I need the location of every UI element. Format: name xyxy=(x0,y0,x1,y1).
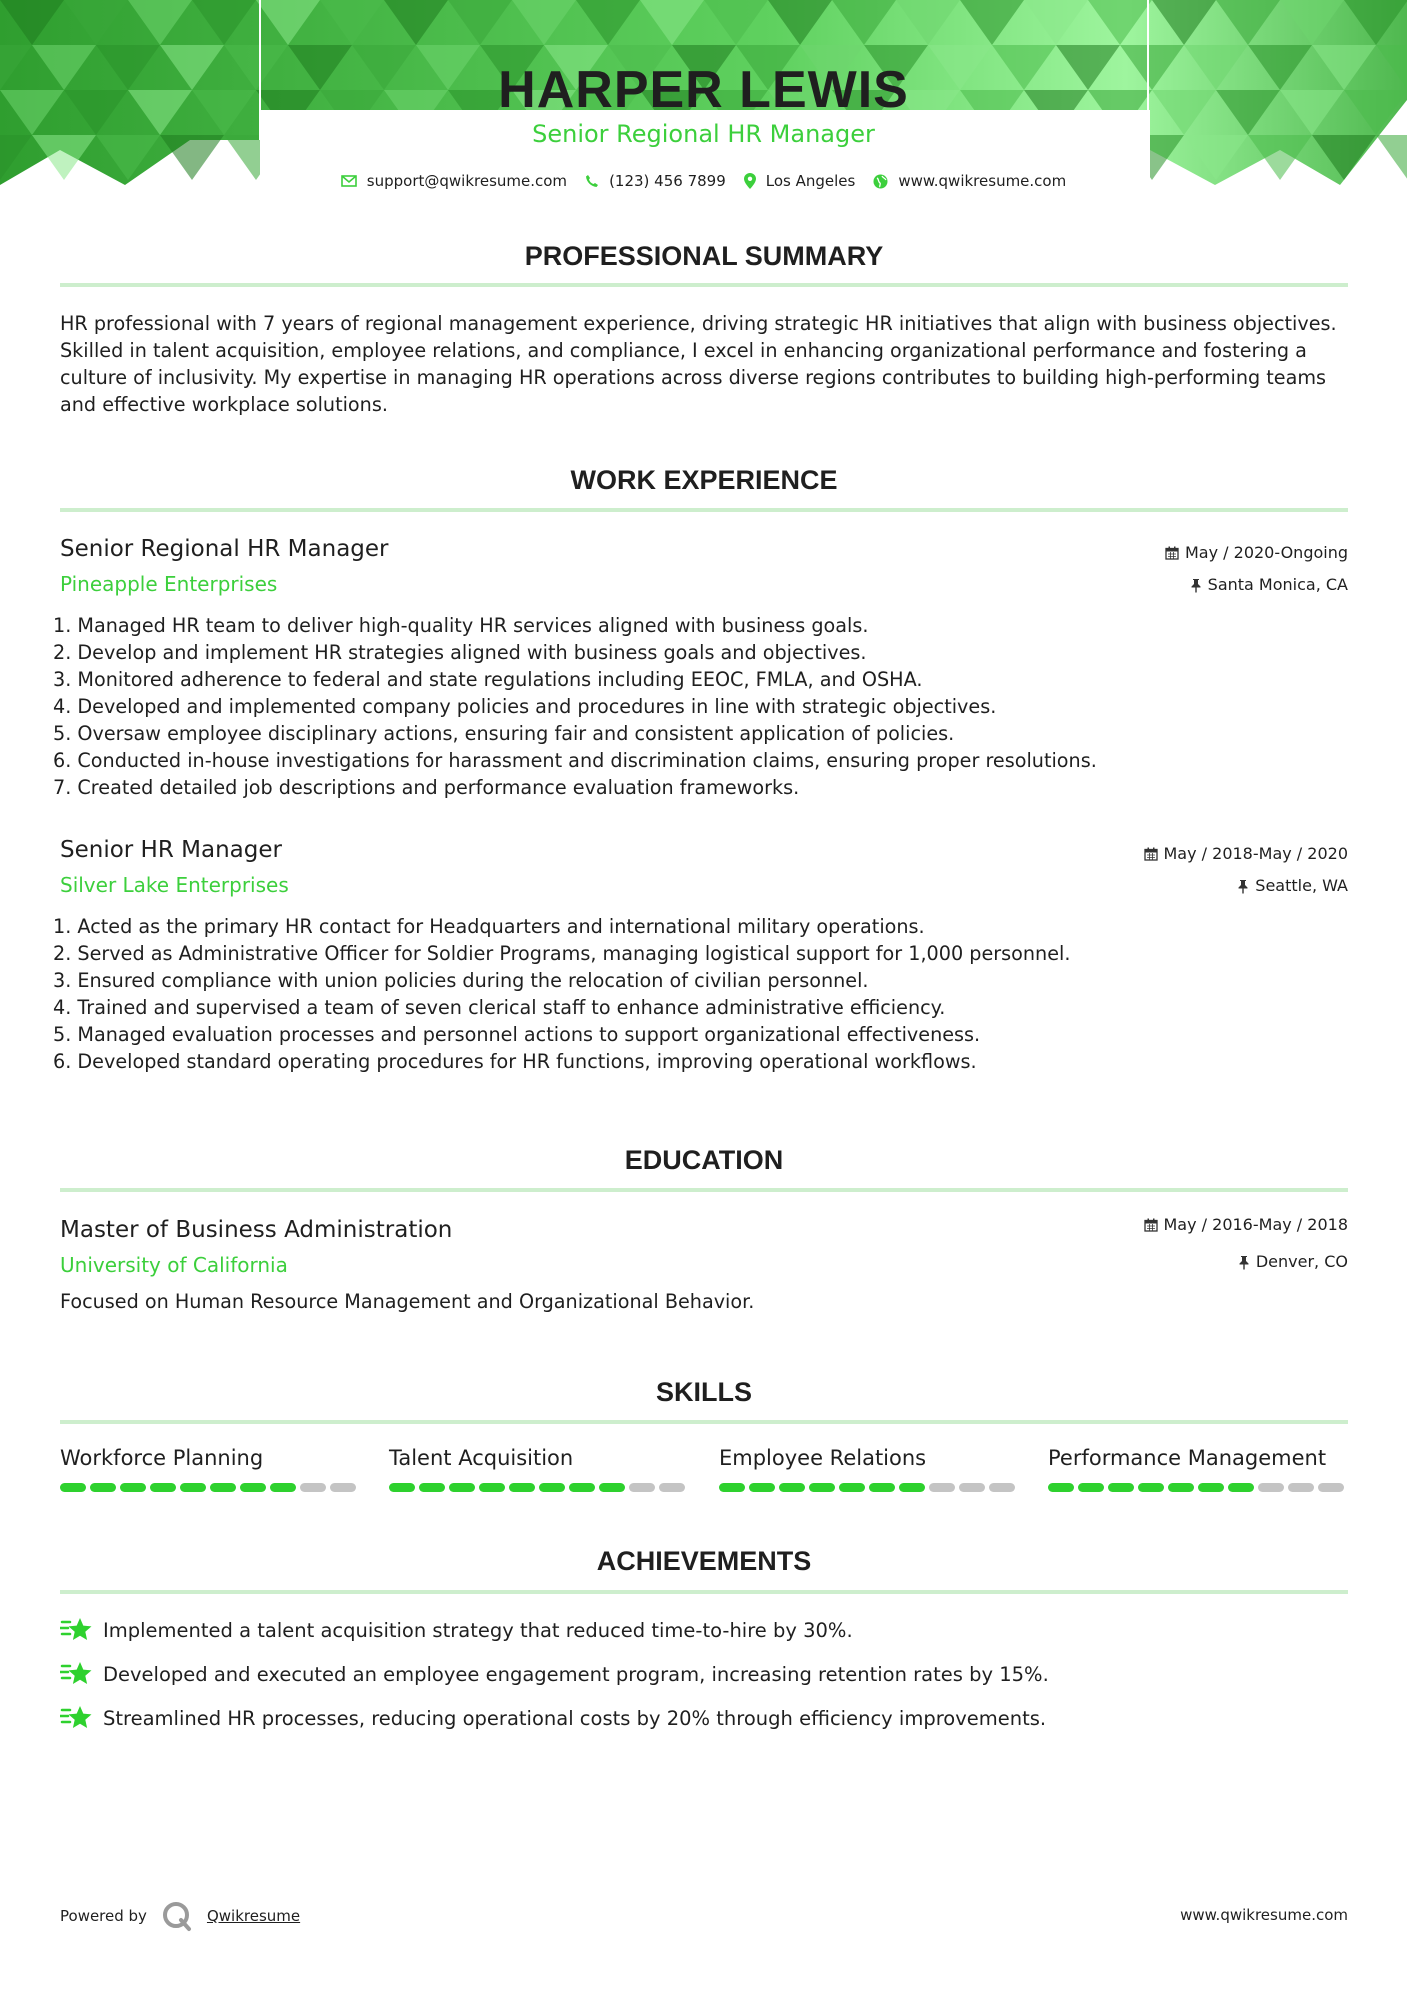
skill-name: Employee Relations xyxy=(719,1446,927,1470)
skill-item xyxy=(1048,1445,1348,1492)
skill-dot-filled xyxy=(240,1483,266,1492)
education-location xyxy=(1238,1252,1348,1272)
skills-divider xyxy=(60,1420,1348,1424)
skill-dot-filled xyxy=(1108,1483,1134,1492)
skill-item xyxy=(60,1445,360,1492)
skill-dot-filled xyxy=(479,1483,505,1492)
globe-icon xyxy=(873,174,888,189)
job-2-role: Senior HR Manager xyxy=(60,837,282,863)
calendar-icon xyxy=(1144,847,1158,861)
skill-dot-filled xyxy=(449,1483,475,1492)
experience-divider xyxy=(60,508,1348,512)
envelope-icon xyxy=(341,175,357,187)
achievement-item xyxy=(60,1660,1049,1688)
skill-item xyxy=(389,1445,689,1492)
pushpin-icon xyxy=(1238,1255,1250,1270)
phone-icon xyxy=(585,174,599,188)
job-1-company: Pineapple Enterprises xyxy=(60,572,278,596)
star-icon xyxy=(60,1616,93,1644)
skill-dot-filled xyxy=(809,1483,835,1492)
skill-dot-filled xyxy=(839,1483,865,1492)
list-item: 7. Created detailed job descriptions and performance evaluation frameworks. xyxy=(53,776,800,799)
contact-bar xyxy=(0,172,1407,190)
achievement-text: Developed and executed an employee engagement program, increasing retention rates by 15%. xyxy=(103,1662,1049,1686)
education-description: Focused on Human Resource Management and Organizational Behavior. xyxy=(60,1290,755,1313)
skill-dot-filled xyxy=(210,1483,236,1492)
skill-dot-filled xyxy=(899,1483,925,1492)
footer-website[interactable]: www.qwikresume.com xyxy=(1180,1906,1348,1924)
skill-dot-empty xyxy=(659,1483,685,1492)
list-item: 4. Developed and implemented company policies and procedures in line with strategic objectives. xyxy=(53,695,997,718)
job-1-location xyxy=(1190,575,1348,595)
pushpin-icon xyxy=(1190,578,1202,593)
qwikresume-logo-icon xyxy=(161,1900,193,1932)
list-item: 5. Oversaw employee disciplinary actions, ensuring fair and consistent application of policies. xyxy=(53,722,955,745)
star-icon xyxy=(60,1660,93,1688)
education-location-text: Denver, CO xyxy=(1255,1252,1348,1271)
skill-dot-filled xyxy=(90,1483,116,1492)
achievement-item xyxy=(60,1616,853,1644)
list-item: 3. Monitored adherence to federal and state regulations including EEOC, FMLA, and OSHA. xyxy=(53,668,923,691)
candidate-name: HARPER LEWIS xyxy=(498,61,909,119)
list-item: 2. Develop and implement HR strategies aligned with business goals and objectives. xyxy=(53,641,867,664)
skill-dot-filled xyxy=(1168,1483,1194,1492)
pushpin-icon xyxy=(1237,879,1249,894)
skill-dot-filled xyxy=(419,1483,445,1492)
skills-heading: SKILLS xyxy=(655,1377,752,1407)
website-text: www.qwikresume.com xyxy=(898,172,1067,190)
job-2-location xyxy=(1237,876,1348,896)
skill-dot-empty xyxy=(300,1483,326,1492)
contact-website[interactable] xyxy=(873,172,1066,190)
email-text: support@qwikresume.com xyxy=(366,172,568,190)
calendar-icon xyxy=(1144,1218,1158,1232)
skill-dot-empty xyxy=(1258,1483,1284,1492)
list-item: 3. Ensured compliance with union policies during the relocation of civilian personnel. xyxy=(53,969,869,992)
job-1-role: Senior Regional HR Manager xyxy=(60,536,389,562)
summary-heading: PROFESSIONAL SUMMARY xyxy=(524,241,884,271)
education-dates-text: May / 2016-May / 2018 xyxy=(1163,1215,1348,1234)
contact-location xyxy=(744,172,856,190)
qwikresume-link[interactable]: Qwikresume xyxy=(206,1907,301,1925)
skill-dot-empty xyxy=(629,1483,655,1492)
candidate-title: Senior Regional HR Manager xyxy=(532,120,875,148)
list-item: 1. Acted as the primary HR contact for Headquarters and international military operations. xyxy=(53,915,925,938)
skill-dot-filled xyxy=(1048,1483,1074,1492)
skill-dot-empty xyxy=(959,1483,985,1492)
job-1-location-text: Santa Monica, CA xyxy=(1207,575,1348,594)
achievements-divider xyxy=(60,1590,1348,1594)
job-1-dates-text: May / 2020-Ongoing xyxy=(1185,543,1348,562)
skill-dot-filled xyxy=(539,1483,565,1492)
job-2-dates-text: May / 2018-May / 2020 xyxy=(1163,844,1348,863)
location-text: Los Angeles xyxy=(765,172,856,190)
skill-dot-filled xyxy=(60,1483,86,1492)
list-item: 4. Trained and supervised a team of seven clerical staff to enhance administrative efficiency. xyxy=(53,996,946,1019)
education-divider xyxy=(60,1188,1348,1192)
skill-dot-filled xyxy=(1138,1483,1164,1492)
contact-phone[interactable] xyxy=(585,172,726,190)
skill-dot-empty xyxy=(989,1483,1015,1492)
achievement-text: Implemented a talent acquisition strategy that reduced time-to-hire by 30%. xyxy=(103,1618,853,1642)
skill-dot-filled xyxy=(1198,1483,1224,1492)
skill-dot-empty xyxy=(1288,1483,1314,1492)
skill-name: Workforce Planning xyxy=(60,1446,264,1470)
education-dates xyxy=(1144,1215,1349,1235)
job-1-dates xyxy=(1165,543,1348,563)
skill-dot-empty xyxy=(929,1483,955,1492)
map-pin-icon xyxy=(744,173,756,189)
skill-dot-filled xyxy=(779,1483,805,1492)
skill-dot-filled xyxy=(1228,1483,1254,1492)
skill-level-bar xyxy=(60,1483,360,1492)
summary-divider xyxy=(60,283,1348,287)
skill-dot-filled xyxy=(749,1483,775,1492)
star-icon xyxy=(60,1704,93,1732)
skill-level-bar xyxy=(719,1483,1019,1492)
job-2-company: Silver Lake Enterprises xyxy=(60,873,289,897)
skill-dot-filled xyxy=(719,1483,745,1492)
powered-by-label: Powered by xyxy=(60,1907,147,1925)
skill-dot-filled xyxy=(599,1483,625,1492)
skill-dot-filled xyxy=(270,1483,296,1492)
list-item: 6. Conducted in-house investigations for harassment and discrimination claims, ensuring proper resolutions. xyxy=(53,749,1097,772)
list-item: 6. Developed standard operating procedures for HR functions, improving operational workflows. xyxy=(53,1050,977,1073)
skill-level-bar xyxy=(389,1483,689,1492)
phone-text: (123) 456 7899 xyxy=(609,172,726,190)
school-name: University of California xyxy=(60,1253,288,1277)
education-heading: EDUCATION xyxy=(624,1145,784,1175)
degree-title: Master of Business Administration xyxy=(60,1217,453,1243)
skill-dot-filled xyxy=(509,1483,535,1492)
footer-powered-by xyxy=(60,1900,300,1932)
skill-name: Talent Acquisition xyxy=(389,1446,574,1470)
skill-dot-empty xyxy=(330,1483,356,1492)
list-item: 5. Managed evaluation processes and personnel actions to support organizational effectiveness. xyxy=(53,1023,981,1046)
calendar-icon xyxy=(1165,546,1179,560)
skill-level-bar xyxy=(1048,1483,1348,1492)
job-2-bullets xyxy=(53,913,1070,1075)
list-item: 1. Managed HR team to deliver high-quality HR services aligned with business goals. xyxy=(53,614,869,637)
achievement-item xyxy=(60,1704,1046,1732)
job-1-bullets xyxy=(53,612,1097,801)
skill-dot-filled xyxy=(180,1483,206,1492)
skill-dot-empty xyxy=(1318,1483,1344,1492)
skill-item xyxy=(719,1445,1019,1492)
skill-dot-filled xyxy=(389,1483,415,1492)
job-2-location-text: Seattle, WA xyxy=(1255,876,1348,895)
skill-dot-filled xyxy=(1078,1483,1104,1492)
list-item: 2. Served as Administrative Officer for Soldier Programs, managing logistical support for 1,000 personnel. xyxy=(53,942,1071,965)
achievements-heading: ACHIEVEMENTS xyxy=(596,1546,812,1576)
experience-heading: WORK EXPERIENCE xyxy=(570,465,838,495)
achievement-text: Streamlined HR processes, reducing operational costs by 20% through efficiency improvements. xyxy=(103,1706,1047,1730)
summary-text: HR professional with 7 years of regional management experience, driving strategic HR initiatives that align with business objectives. Skilled in talent acquisition, employee relations, and compliance, I excel in enhancing organizational performance and fostering a culture of inclusivity. My expertise in managing HR operations across diverse regions contributes to building high-performing teams and effective workplace solutions. xyxy=(60,312,1337,416)
skill-dot-filled xyxy=(869,1483,895,1492)
skill-name: Performance Management xyxy=(1048,1446,1327,1470)
job-2-dates xyxy=(1144,844,1349,864)
skill-dot-filled xyxy=(120,1483,146,1492)
skill-dot-filled xyxy=(150,1483,176,1492)
contact-email[interactable] xyxy=(341,172,567,190)
skill-dot-filled xyxy=(569,1483,595,1492)
